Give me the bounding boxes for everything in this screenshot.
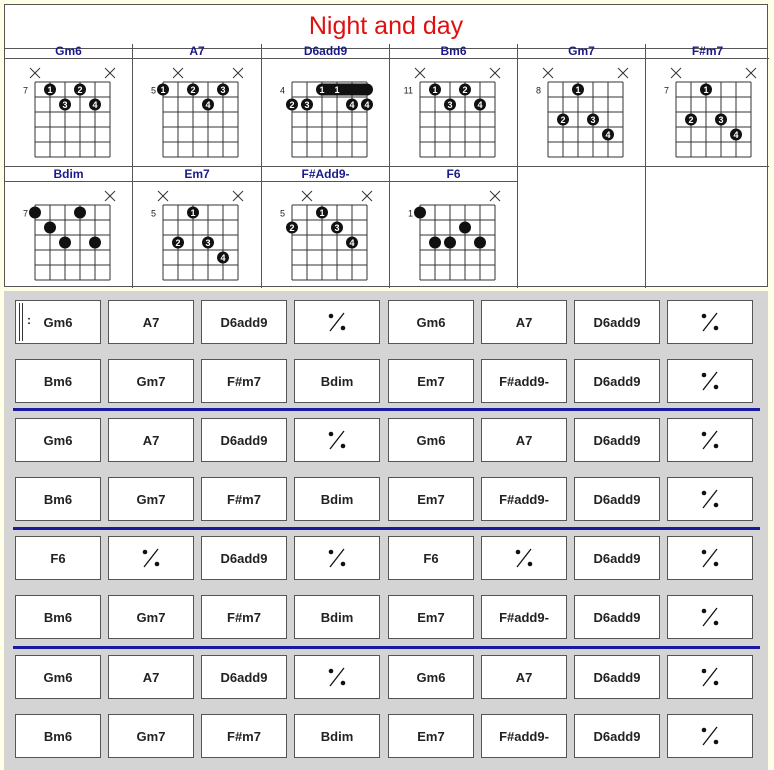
repeat-measure [294, 655, 380, 699]
muted-string-icon [30, 68, 40, 78]
barre-finger-number: 1 [334, 85, 340, 95]
finger-number: 1 [432, 85, 438, 95]
finger-number: 2 [175, 238, 181, 248]
chord-measure [201, 359, 287, 403]
finger-number: 1 [703, 85, 709, 95]
measure-chord-label: D6add9 [220, 550, 268, 566]
chord-cell [518, 44, 646, 167]
measure-chord-label: Gm7 [136, 491, 166, 507]
chord-cell [262, 167, 390, 288]
measure-chord-label: D6add9 [593, 669, 641, 685]
repeat-measure [667, 359, 753, 403]
repeat-measure [667, 418, 753, 462]
measure-chord-label: Gm7 [136, 609, 166, 625]
finger-dot [459, 222, 471, 234]
section-separator [13, 646, 760, 649]
measure-chord-label: Gm6 [43, 669, 73, 685]
chord-cell [390, 167, 518, 288]
finger-number: 1 [190, 208, 196, 218]
muted-string-icon [618, 68, 628, 78]
chord-measure [574, 536, 660, 580]
chord-measure [388, 655, 474, 699]
chord-measure [574, 418, 660, 462]
finger-dot [414, 207, 426, 219]
measure-chord-label: Bdim [320, 373, 354, 389]
finger-dot [59, 237, 71, 249]
muted-string-icon [746, 68, 756, 78]
chord-measure [201, 655, 287, 699]
chord-measure [108, 300, 194, 344]
chord-measure [15, 477, 101, 521]
finger-number: 2 [190, 85, 196, 95]
repeat-measure-icon [512, 546, 536, 570]
finger-number: 3 [62, 100, 68, 110]
chord-measure [15, 300, 101, 344]
measure-chord-label: F#m7 [227, 491, 261, 507]
chord-diagram [518, 59, 646, 164]
chord-name: F#m7 [646, 44, 769, 59]
barre [316, 84, 373, 96]
measure-chord-label: D6add9 [593, 728, 641, 744]
fret-number: 7 [22, 208, 28, 219]
repeat-measure-icon [698, 665, 722, 689]
chord-measure [388, 595, 474, 639]
measure-chord-label: A7 [142, 314, 160, 330]
measure-chord-label: Em7 [417, 373, 445, 389]
chord-cell [133, 44, 262, 167]
measure-chord-label: D6add9 [220, 432, 268, 448]
chord-measure [574, 595, 660, 639]
chord-measure [294, 595, 380, 639]
finger-number: 1 [47, 85, 53, 95]
measure-chord-label: Bm6 [43, 373, 73, 389]
chord-measure [108, 359, 194, 403]
repeat-measure [667, 655, 753, 699]
finger-number: 3 [447, 100, 453, 110]
chord-measure [15, 714, 101, 758]
measure-chord-label: Em7 [417, 728, 445, 744]
chord-measure [481, 300, 567, 344]
measure-chord-label: F#m7 [227, 609, 261, 625]
finger-number: 1 [160, 85, 166, 95]
finger-dot [89, 237, 101, 249]
repeat-measure-icon [698, 605, 722, 629]
repeat-measure-icon [325, 546, 349, 570]
chord-cell [5, 44, 133, 167]
finger-number: 2 [289, 100, 295, 110]
muted-string-icon [302, 191, 312, 201]
repeat-barline [22, 303, 23, 341]
chord-cell [646, 44, 769, 167]
chord-measure [388, 300, 474, 344]
measure-chord-label: F6 [50, 550, 66, 566]
measure-chord-label: A7 [515, 669, 533, 685]
measure-chord-label: D6add9 [593, 432, 641, 448]
finger-number: 4 [205, 100, 211, 110]
chord-measure [294, 477, 380, 521]
repeat-measure-icon [325, 665, 349, 689]
chord-measure [201, 418, 287, 462]
fret-number: 8 [535, 85, 541, 96]
finger-dot [74, 207, 86, 219]
repeat-measure-icon [698, 724, 722, 748]
repeat-measure-icon [698, 546, 722, 570]
chord-diagram [5, 59, 133, 164]
chord-measure [481, 714, 567, 758]
fret-number: 7 [663, 85, 669, 96]
measure-chord-label: D6add9 [593, 550, 641, 566]
chord-cell [390, 44, 518, 167]
repeat-measure [294, 300, 380, 344]
measure-chord-label: D6add9 [220, 669, 268, 685]
measure-chord-label: F#add9- [499, 491, 549, 507]
chord-name: D6add9 [262, 44, 389, 59]
chord-measure [574, 359, 660, 403]
chord-measure [574, 477, 660, 521]
finger-dot [44, 222, 56, 234]
fret-number: 5 [279, 208, 285, 219]
muted-string-icon [362, 191, 372, 201]
finger-number: 3 [718, 115, 724, 125]
chord-measure [15, 418, 101, 462]
repeat-barline [19, 303, 20, 341]
chord-measure [15, 536, 101, 580]
chord-measure [108, 477, 194, 521]
measure-chord-label: A7 [515, 314, 533, 330]
finger-number: 2 [77, 85, 83, 95]
chord-measure [15, 359, 101, 403]
barre-finger-number: 1 [319, 85, 325, 95]
chord-measure [481, 655, 567, 699]
chord-diagram [646, 59, 769, 164]
measure-chord-label: Bdim [320, 491, 354, 507]
repeat-measure [667, 477, 753, 521]
muted-string-icon [490, 191, 500, 201]
finger-number: 4 [220, 253, 226, 263]
repeat-measure [108, 536, 194, 580]
section-separator [13, 408, 760, 411]
measure-chord-label: F#add9- [499, 728, 549, 744]
repeat-measure-icon [698, 487, 722, 511]
measure-chord-label: F#m7 [227, 373, 261, 389]
finger-dot [474, 237, 486, 249]
chord-measure [108, 655, 194, 699]
section-separator [13, 527, 760, 530]
repeat-measure-icon [325, 310, 349, 334]
chord-name: Gm6 [5, 44, 132, 59]
chord-measure [574, 714, 660, 758]
chord-cell [262, 44, 390, 167]
muted-string-icon [105, 191, 115, 201]
repeat-measure-icon [325, 428, 349, 452]
finger-dot [29, 207, 41, 219]
measure-chord-label: Gm6 [416, 314, 446, 330]
chord-measure [201, 595, 287, 639]
chord-measure [481, 477, 567, 521]
chord-name: Bdim [5, 167, 132, 182]
finger-dot [429, 237, 441, 249]
fret-number: 7 [22, 85, 28, 96]
chord-measure [15, 655, 101, 699]
repeat-measure [294, 536, 380, 580]
fret-number: 4 [279, 85, 285, 96]
chord-measure [388, 477, 474, 521]
finger-number: 4 [605, 130, 611, 140]
chord-measure [294, 359, 380, 403]
finger-number: 3 [334, 223, 340, 233]
measure-chord-label: D6add9 [593, 314, 641, 330]
chord-name: Bm6 [390, 44, 517, 59]
measure-chord-label: Em7 [417, 609, 445, 625]
measure-chord-label: Gm7 [136, 728, 166, 744]
chord-measure [388, 418, 474, 462]
empty-chord-cell [518, 167, 646, 288]
chord-cell [133, 167, 262, 288]
chord-diagram [5, 182, 133, 287]
finger-number: 4 [92, 100, 98, 110]
muted-string-icon [490, 68, 500, 78]
repeat-dots: : [27, 313, 31, 327]
fret-number: 5 [150, 208, 156, 219]
measure-chord-label: Gm6 [43, 314, 73, 330]
finger-number: 3 [304, 100, 310, 110]
chord-measure [574, 655, 660, 699]
measure-chord-label: F#add9- [499, 373, 549, 389]
finger-number: 3 [205, 238, 211, 248]
finger-number: 1 [575, 85, 581, 95]
chord-name: F#Add9- [262, 167, 389, 182]
repeat-measure [667, 300, 753, 344]
chord-diagram [262, 59, 390, 164]
measure-chord-label: Bm6 [43, 491, 73, 507]
chord-measure [108, 595, 194, 639]
finger-number: 4 [364, 100, 370, 110]
muted-string-icon [105, 68, 115, 78]
muted-string-icon [158, 191, 168, 201]
muted-string-icon [543, 68, 553, 78]
finger-number: 2 [289, 223, 295, 233]
chord-name: A7 [133, 44, 261, 59]
chord-measure [294, 714, 380, 758]
fret-number: 5 [150, 85, 156, 96]
chord-measure [388, 536, 474, 580]
measure-chord-label: Bm6 [43, 609, 73, 625]
measure-chord-label: D6add9 [593, 491, 641, 507]
chord-measure [481, 359, 567, 403]
measure-chord-label: Gm7 [136, 373, 166, 389]
measure-chord-label: D6add9 [593, 609, 641, 625]
chord-diagram [390, 182, 518, 287]
repeat-measure-icon [698, 310, 722, 334]
chord-measure [15, 595, 101, 639]
repeat-measure-icon [698, 369, 722, 393]
chord-measure [108, 714, 194, 758]
fret-number: 11 [403, 85, 413, 96]
chord-measure [201, 477, 287, 521]
muted-string-icon [173, 68, 183, 78]
measure-chord-label: A7 [142, 432, 160, 448]
repeat-measure [294, 418, 380, 462]
repeat-measure [481, 536, 567, 580]
measure-chord-label: Gm6 [416, 432, 446, 448]
muted-string-icon [233, 191, 243, 201]
chord-measure [108, 418, 194, 462]
finger-number: 4 [733, 130, 739, 140]
chord-measure [201, 714, 287, 758]
measure-chord-label: Bdim [320, 728, 354, 744]
repeat-measure-icon [139, 546, 163, 570]
muted-string-icon [671, 68, 681, 78]
song-title: Night and day [5, 5, 767, 49]
measure-chord-label: F#add9- [499, 609, 549, 625]
chord-diagram [133, 182, 262, 287]
chord-diagram [262, 182, 390, 287]
measure-chord-label: Bm6 [43, 728, 73, 744]
measure-chord-label: D6add9 [220, 314, 268, 330]
repeat-measure-icon [698, 428, 722, 452]
finger-number: 4 [349, 100, 355, 110]
measure-chord-label: Gm6 [416, 669, 446, 685]
finger-number: 3 [590, 115, 596, 125]
measure-chord-label: Em7 [417, 491, 445, 507]
chord-name: Em7 [133, 167, 261, 182]
chord-grid [4, 291, 768, 770]
chord-measure [481, 595, 567, 639]
chord-name: Gm7 [518, 44, 645, 59]
chord-measure [388, 714, 474, 758]
finger-number: 2 [462, 85, 468, 95]
finger-number: 4 [477, 100, 483, 110]
finger-number: 3 [220, 85, 226, 95]
finger-number: 4 [349, 238, 355, 248]
repeat-measure [667, 595, 753, 639]
chord-measure [388, 359, 474, 403]
muted-string-icon [415, 68, 425, 78]
fret-number: 1 [407, 208, 413, 219]
measure-chord-label: F#m7 [227, 728, 261, 744]
repeat-measure [667, 536, 753, 580]
measure-chord-label: A7 [142, 669, 160, 685]
chord-measure [201, 300, 287, 344]
measure-chord-label: Bdim [320, 609, 354, 625]
chord-name: F6 [390, 167, 517, 182]
measure-chord-label: D6add9 [593, 373, 641, 389]
finger-number: 1 [319, 208, 325, 218]
muted-string-icon [233, 68, 243, 78]
measure-chord-label: F6 [423, 550, 439, 566]
repeat-measure [667, 714, 753, 758]
chord-diagram [390, 59, 518, 164]
chord-measure [481, 418, 567, 462]
empty-chord-cell [646, 167, 769, 288]
measure-chord-label: Gm6 [43, 432, 73, 448]
chord-diagram-panel [4, 4, 768, 287]
chord-measure [574, 300, 660, 344]
measure-chord-label: A7 [515, 432, 533, 448]
chord-cell [5, 167, 133, 288]
finger-number: 2 [688, 115, 694, 125]
chord-diagram [133, 59, 262, 164]
chord-measure [201, 536, 287, 580]
finger-dot [444, 237, 456, 249]
finger-number: 2 [560, 115, 566, 125]
